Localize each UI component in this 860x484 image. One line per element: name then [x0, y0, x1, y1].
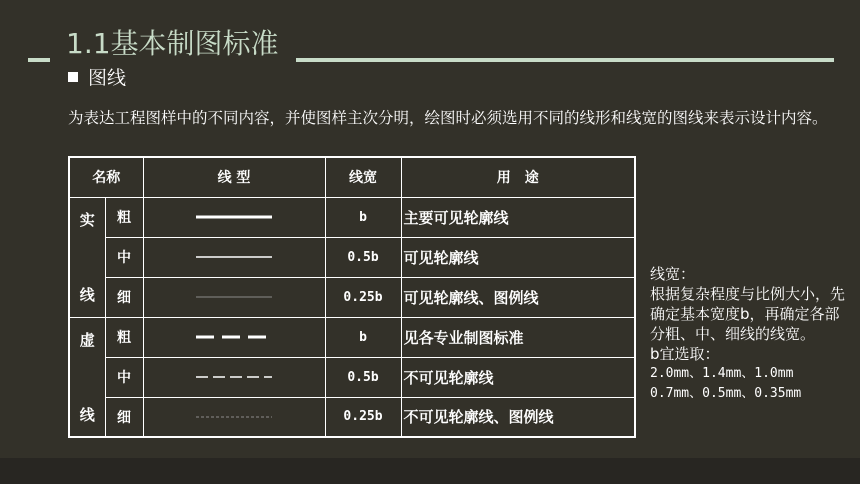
line-sample-solid-medium — [194, 253, 274, 261]
width-cell: 0.5b — [325, 357, 401, 397]
line-sample-cell — [143, 317, 325, 357]
table-row — [69, 397, 635, 437]
weight-cell: 粗 — [105, 197, 143, 237]
table-row — [69, 197, 635, 237]
line-sample-solid-thin — [194, 293, 274, 301]
use-cell: 不可见轮廓线 — [401, 357, 635, 397]
weight-cell: 细 — [105, 277, 143, 317]
weight-cell: 粗 — [105, 317, 143, 357]
group-label-bottom: 线 — [79, 286, 95, 304]
intro-paragraph: 为表达工程图样中的不同内容，并使图样主次分明，绘图时必须选用不同的线形和线宽的图线来表示设计内容。 — [68, 109, 828, 127]
header-name: 名称 — [69, 157, 143, 197]
line-types-table — [68, 156, 636, 438]
table-row — [69, 277, 635, 317]
table-row — [69, 317, 635, 357]
section-heading: 图线 — [88, 67, 127, 89]
group-solid — [69, 197, 105, 317]
page-title: 1.1基本制图标准 — [66, 27, 279, 60]
note-values-1: 2.0mm、1.4mm、1.0mm — [650, 366, 794, 381]
table-header-row — [69, 157, 635, 197]
width-cell: 0.5b — [325, 237, 401, 277]
group-label-top: 虚 — [79, 330, 95, 349]
header-type: 线 型 — [143, 157, 325, 197]
width-cell: b — [325, 317, 401, 357]
width-cell: 0.25b — [325, 397, 401, 437]
line-width-note — [650, 264, 850, 404]
note-body: 根据复杂程度与比例大小，先确定基本宽度b，再确定各部分粗、中、细线的线宽。 — [650, 285, 846, 343]
weight-cell: 中 — [105, 357, 143, 397]
header-use: 用 途 — [401, 157, 635, 197]
table-row — [69, 237, 635, 277]
note-subheading: b宜选取： — [650, 345, 720, 363]
line-sample-solid-thick — [194, 213, 274, 221]
weight-cell: 细 — [105, 397, 143, 437]
bottom-band — [0, 458, 860, 484]
title-accent-bar-right — [296, 58, 834, 62]
note-heading: 线宽： — [650, 265, 696, 283]
line-sample-cell — [143, 397, 325, 437]
header-width: 线宽 — [325, 157, 401, 197]
group-label-bottom: 线 — [79, 405, 95, 424]
width-cell: b — [325, 197, 401, 237]
group-dashed — [69, 317, 105, 437]
weight-cell: 中 — [105, 237, 143, 277]
line-sample-cell — [143, 197, 325, 237]
square-bullet-icon — [68, 72, 78, 82]
group-label-top: 实 — [79, 211, 95, 229]
line-sample-dashed-thick — [194, 333, 274, 341]
line-sample-dashed-thin — [194, 413, 274, 421]
line-sample-cell — [143, 277, 325, 317]
title-accent-bar-left — [28, 58, 50, 62]
use-cell: 可见轮廓线、图例线 — [401, 277, 635, 317]
line-sample-cell — [143, 357, 325, 397]
width-cell: 0.25b — [325, 277, 401, 317]
line-sample-cell — [143, 237, 325, 277]
use-cell: 主要可见轮廓线 — [401, 197, 635, 237]
use-cell: 见各专业制图标准 — [401, 317, 635, 357]
table-row — [69, 357, 635, 397]
use-cell: 可见轮廓线 — [401, 237, 635, 277]
note-values-2: 0.7mm、0.5mm、0.35mm — [650, 386, 802, 401]
line-sample-dashed-medium — [194, 373, 274, 381]
use-cell: 不可见轮廓线、图例线 — [401, 397, 635, 437]
